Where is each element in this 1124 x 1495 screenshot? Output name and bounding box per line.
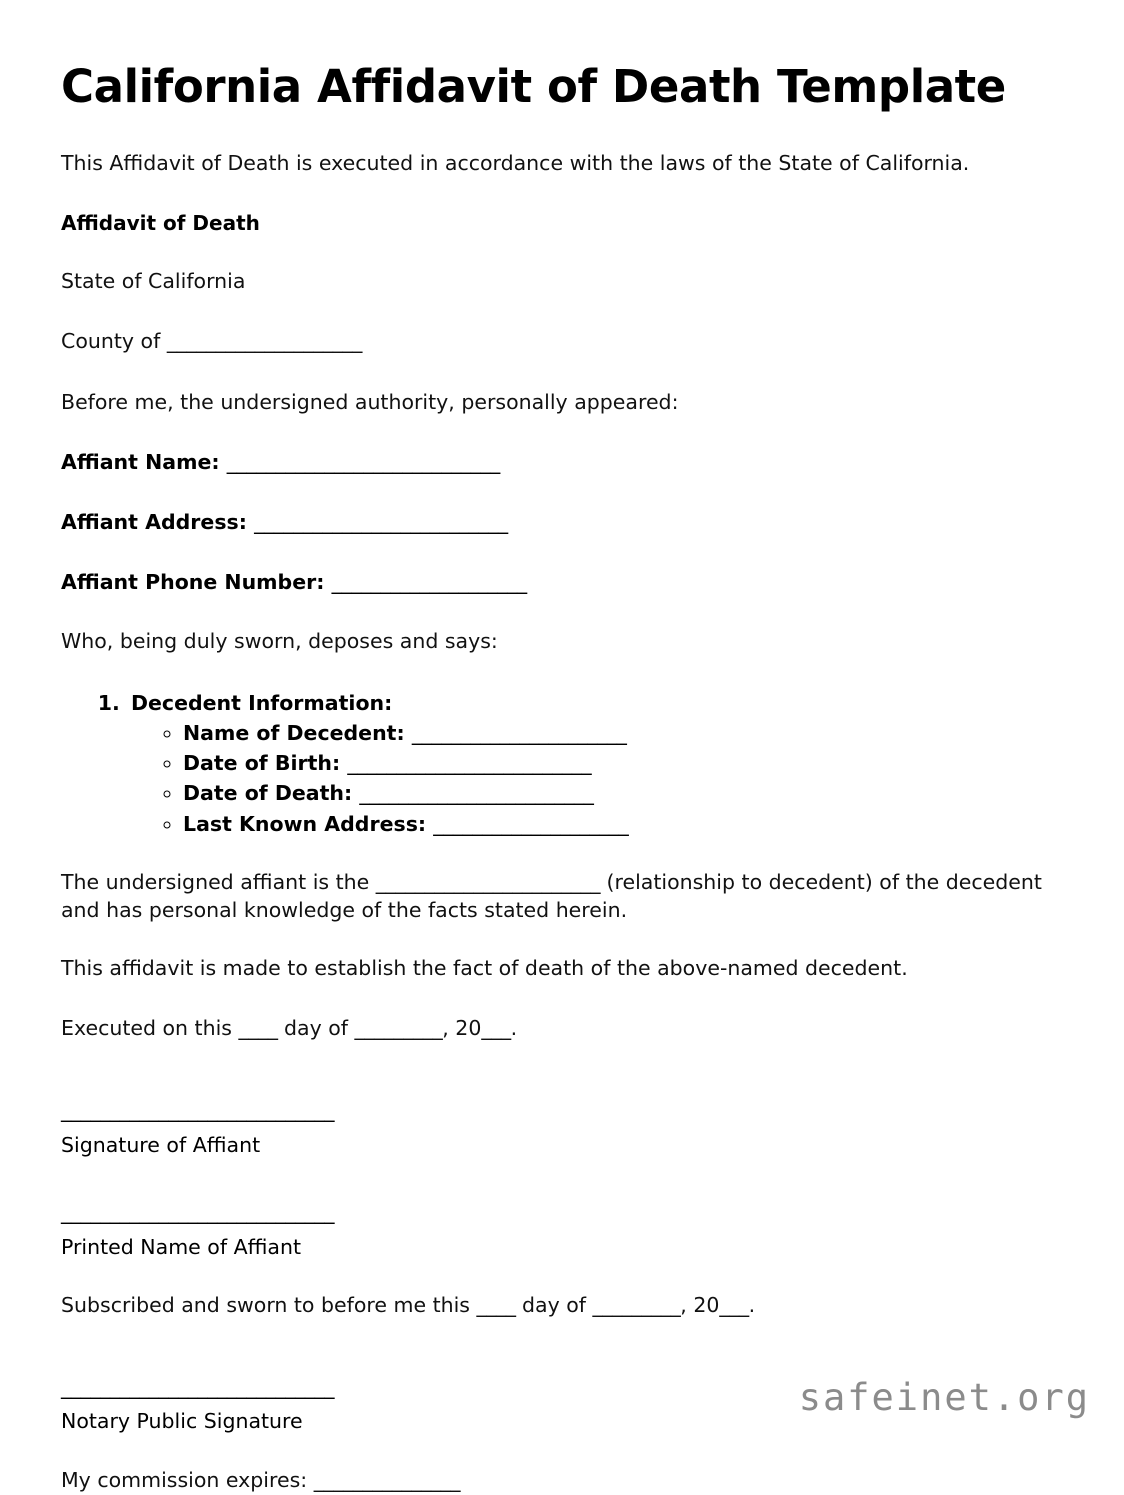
county-blank: ____________________	[166, 329, 362, 354]
date-of-birth-blank: _________________________	[347, 751, 592, 776]
county-label: County of	[61, 329, 167, 354]
decedent-sublist	[131, 718, 1044, 839]
commission-expires-label: My commission expires:	[61, 1468, 314, 1493]
signature-of-affiant-rule: ____________________________	[61, 1097, 334, 1122]
affiant-phone-blank: ____________________	[331, 569, 527, 594]
affiant-address-blank: __________________________	[254, 509, 508, 534]
field-affiant-name	[61, 449, 1044, 476]
affiant-name-blank: ____________________________	[226, 450, 500, 475]
affiant-address-label: Affiant Address:	[61, 509, 255, 534]
executed-month-blank: _________	[354, 1016, 443, 1041]
date-of-death-label: Date of Death:	[183, 781, 360, 806]
field-affiant-phone-number	[61, 569, 1044, 596]
relationship-before-text: The undersigned affiant is the	[61, 870, 376, 895]
list-item-date-of-death	[183, 778, 1044, 808]
affiant-phone-label: Affiant Phone Number:	[61, 569, 332, 594]
page-title: California Affidavit of Death Template	[61, 60, 1006, 113]
list-item-date-of-birth	[183, 748, 1044, 778]
county-line	[61, 328, 1044, 355]
subscribed-year-blank: ___	[719, 1293, 749, 1318]
executed-day-blank: ____	[238, 1016, 278, 1041]
spacer-before-signature	[61, 1076, 1044, 1098]
subscribed-part1: Subscribed and sworn to before me this	[61, 1293, 477, 1318]
before-me-line: Before me, the undersigned authority, personally appeared:	[61, 389, 679, 414]
subscribed-part2: day of	[515, 1293, 593, 1318]
commission-expires-blank: _______________	[313, 1468, 460, 1493]
signature-of-affiant-label: Signature of Affiant	[61, 1132, 261, 1157]
notary-public-signature-rule: ____________________________	[61, 1374, 334, 1399]
purpose-paragraph: This affidavit is made to establish the fact of death of the above-named decedent.	[61, 956, 908, 981]
spacer-before-notary	[61, 1353, 1044, 1375]
sworn-line: Who, being duly sworn, deposes and says:	[61, 629, 498, 654]
field-affiant-address	[61, 509, 1044, 536]
relationship-after-text: (relationship to decedent) of the decedent and has personal knowledge of the facts stated herein.	[61, 870, 1042, 922]
subscribed-month-blank: _________	[592, 1293, 681, 1318]
list-item-decedent-information	[127, 689, 1044, 839]
commission-expires-line	[61, 1467, 1044, 1494]
date-of-death-blank: ________________________	[359, 781, 594, 806]
subscribed-and-sworn-line	[61, 1292, 1044, 1319]
intro-paragraph: This Affidavit of Death is executed in accordance with the laws of the State of California.	[61, 151, 970, 176]
decedent-information-label: Decedent Information:	[131, 690, 393, 715]
affiant-name-label: Affiant Name:	[61, 450, 227, 475]
notary-public-signature-label: Notary Public Signature	[61, 1409, 303, 1434]
name-of-decedent-blank: ______________________	[411, 720, 627, 745]
section-heading-affidavit-of-death: Affidavit of Death	[61, 210, 260, 235]
spacer-before-printed-name	[61, 1190, 1044, 1200]
executed-on-line	[61, 1015, 1044, 1042]
list-item-name-of-decedent	[183, 718, 1044, 748]
relationship-blank: _______________________	[375, 870, 600, 895]
subscribed-part4: .	[748, 1293, 756, 1318]
executed-part4: .	[510, 1016, 518, 1041]
executed-part3: , 20	[442, 1016, 482, 1041]
list-item-last-known-address	[183, 809, 1044, 839]
watermark-safeinet: safeinet.org	[798, 1376, 1090, 1419]
last-known-address-blank: ____________________	[433, 811, 629, 836]
executed-part2: day of	[277, 1016, 355, 1041]
last-known-address-label: Last Known Address:	[183, 811, 434, 836]
printed-name-of-affiant-rule: ____________________________	[61, 1200, 334, 1225]
relationship-paragraph	[61, 869, 1044, 924]
name-of-decedent-label: Name of Decedent:	[183, 720, 412, 745]
date-of-birth-label: Date of Birth:	[183, 751, 348, 776]
executed-year-blank: ___	[481, 1016, 511, 1041]
state-line: State of California	[61, 268, 246, 293]
numbered-list	[61, 689, 1044, 839]
subscribed-day-blank: ____	[476, 1293, 516, 1318]
subscribed-part3: , 20	[680, 1293, 720, 1318]
executed-part1: Executed on this	[61, 1016, 239, 1041]
printed-name-of-affiant-label: Printed Name of Affiant	[61, 1234, 302, 1259]
